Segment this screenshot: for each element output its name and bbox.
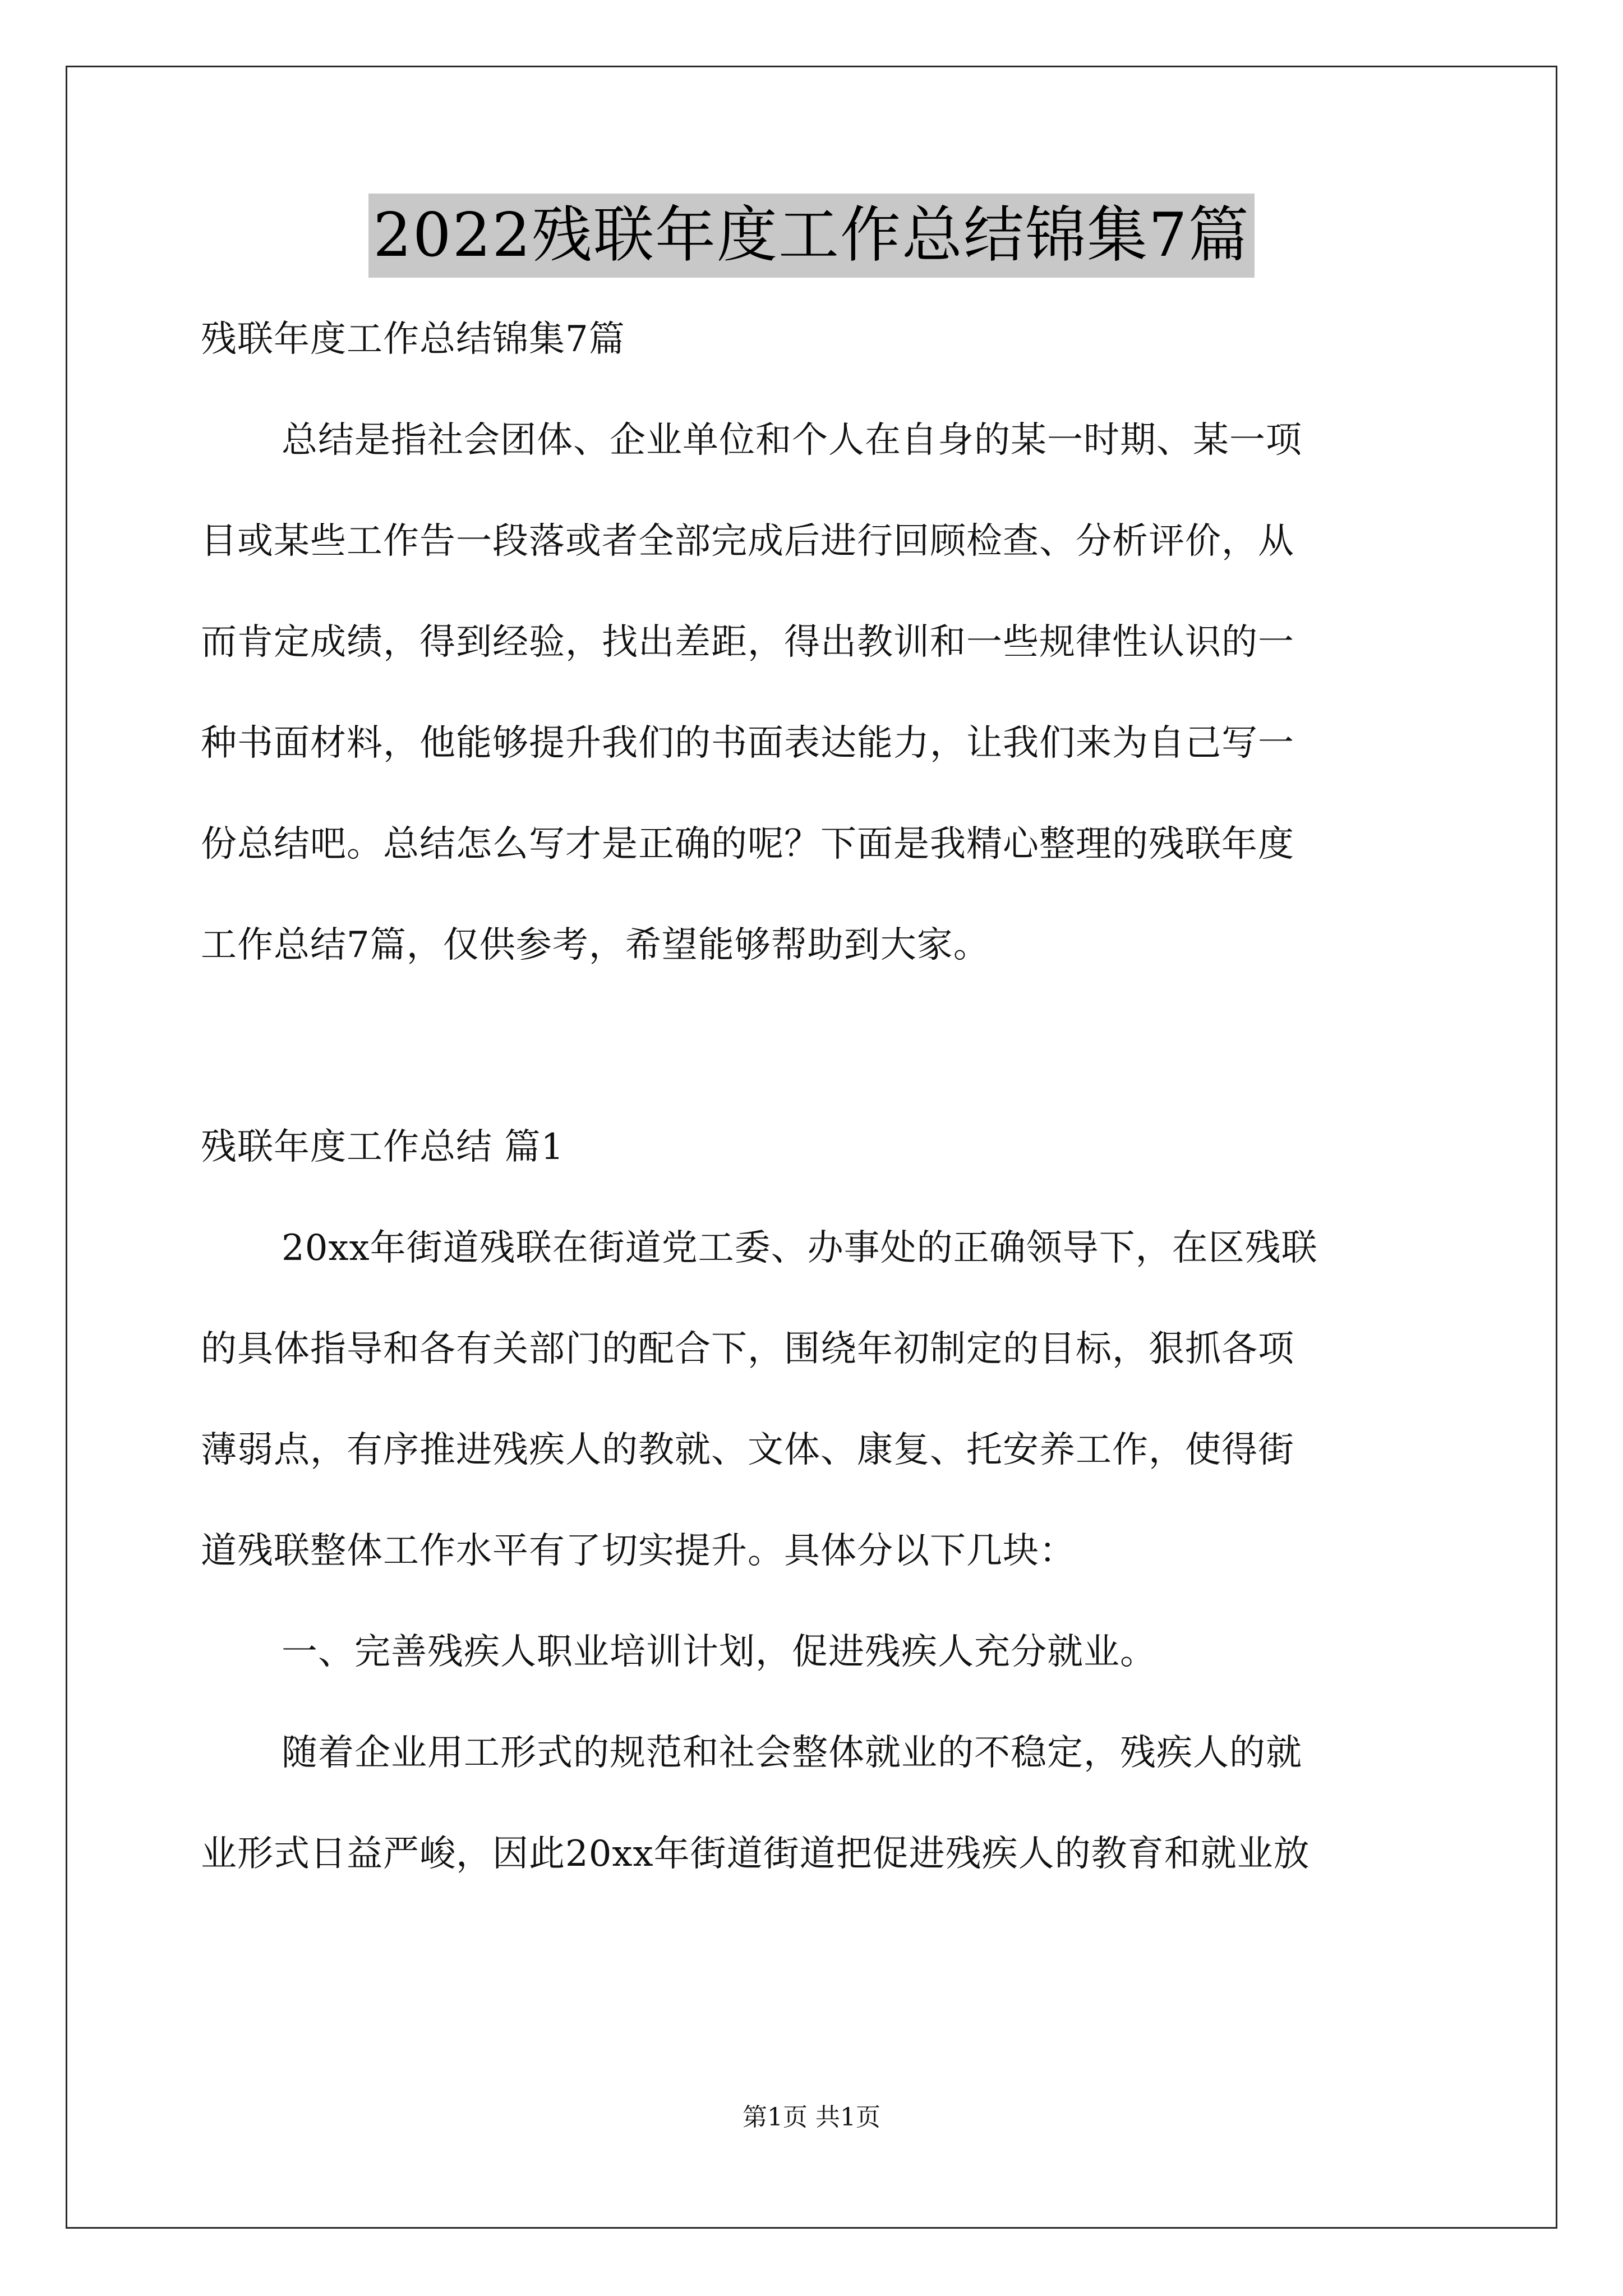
document-title: 2022残联年度工作总结锦集7篇 [368,194,1255,278]
intro-paragraph-line: 种书面材料，他能够提升我们的书面表达能力，让我们来为自己写一 [201,723,1294,764]
title-block [0,194,1623,278]
section-heading: 残联年度工作总结 篇1 [201,1126,565,1168]
subsection-heading: 一、完善残疾人职业培训计划，促进残疾人充分就业。 [282,1631,1156,1673]
intro-paragraph-line: 份总结吧。总结怎么写才是正确的呢？下面是我精心整理的残联年度 [201,823,1294,865]
intro-paragraph-line: 而肯定成绩，得到经验，找出差距，得出教训和一些规律性认识的一 [201,622,1294,663]
body-paragraph-line: 随着企业用工形式的规范和社会整体就业的不稳定，残疾人的就 [282,1732,1302,1774]
body-paragraph-line: 薄弱点，有序推进残疾人的教就、文体、康复、托安养工作，使得街 [201,1429,1294,1471]
body-paragraph-line: 20xx年街道残联在街道党工委、办事处的正确领导下，在区残联 [282,1227,1318,1269]
subtitle-line: 残联年度工作总结锦集7篇 [201,319,625,360]
intro-paragraph-line: 目或某些工作告一段落或者全部完成后进行回顾检查、分析评价，从 [201,521,1294,562]
intro-paragraph-line: 工作总结7篇，仅供参考，希望能够帮助到大家。 [201,924,990,966]
body-paragraph-line: 业形式日益严峻，因此20xx年街道街道把促进残疾人的教育和就业放 [201,1833,1310,1875]
page-footer: 第1页 共1页 [743,2103,880,2132]
body-paragraph-line: 道残联整体工作水平有了切实提升。具体分以下几块： [201,1530,1076,1572]
intro-paragraph-line: 总结是指社会团体、企业单位和个人在自身的某一时期、某一项 [282,420,1302,461]
body-paragraph-line: 的具体指导和各有关部门的配合下，围绕年初制定的目标，狠抓各项 [201,1328,1294,1370]
document-body [201,314,1435,1930]
